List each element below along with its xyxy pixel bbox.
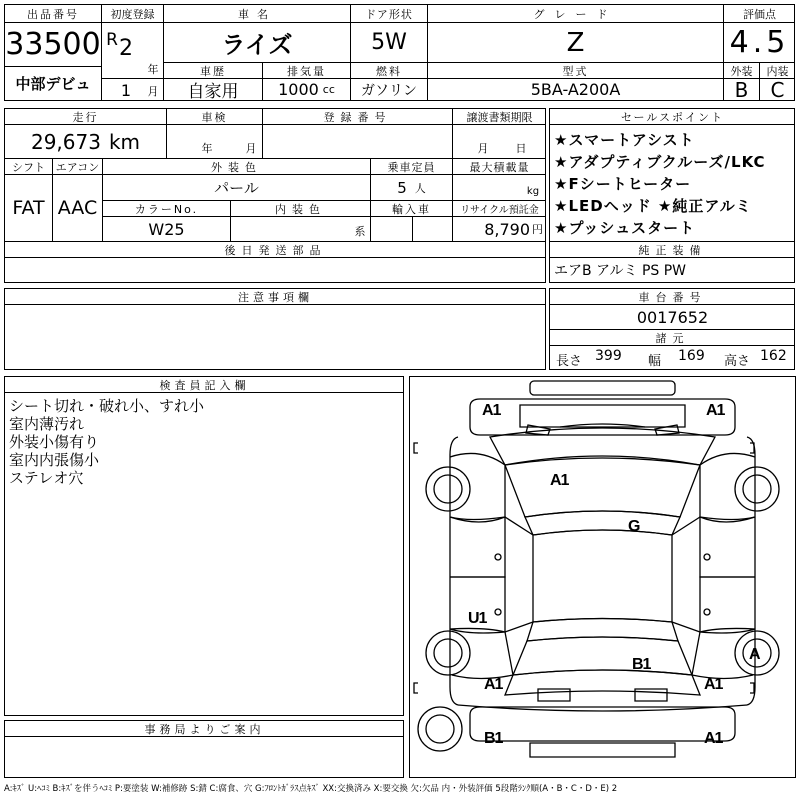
damage-mark: A1 xyxy=(704,730,723,747)
kg-unit: kg xyxy=(526,185,540,197)
door-type-label: ドア形状 xyxy=(365,7,413,21)
car-name-value: ライズ xyxy=(221,31,293,59)
mileage-label: 走行 xyxy=(72,110,99,124)
damage-mark: B1 xyxy=(484,730,503,747)
inspector-label: 検査員記入欄 xyxy=(159,378,250,392)
score-label: 評価点 xyxy=(743,7,776,21)
sales-point: ★Fシートヒーター xyxy=(554,175,692,193)
dimensions-row xyxy=(550,346,795,370)
shift-value: FAT xyxy=(12,197,45,219)
first-reg-label: 初度登録 xyxy=(110,7,155,21)
chassis-no-value: 0017652 xyxy=(636,307,709,327)
inspector-note: シート切れ・破れ小、すれ小 xyxy=(9,397,205,415)
sales-point: ★プッシュスタート xyxy=(554,219,696,237)
fuel-label: 燃料 xyxy=(376,64,402,78)
damage-mark: A xyxy=(749,646,760,663)
sales-points-list xyxy=(550,125,795,241)
damage-mark: G xyxy=(628,518,640,535)
sales-point: ★LEDヘッド ★純正アルミ xyxy=(554,197,752,215)
exterior-grade: B xyxy=(734,79,749,100)
dimensions-label: 諸元 xyxy=(655,331,690,345)
reg-era: R xyxy=(106,30,118,50)
history-value: 自家用 xyxy=(187,82,239,100)
km-unit: km xyxy=(108,129,141,154)
sales-point: ★スマートアシスト xyxy=(554,131,695,149)
series-unit: 系 xyxy=(354,225,366,238)
venue-name: 中部デビュ xyxy=(15,75,91,93)
grade-value: Z xyxy=(566,27,585,58)
recycle-label: リサイクル預託金 xyxy=(460,205,539,216)
reg-month-value: 1 xyxy=(120,80,132,100)
int-color-label: 内装色 xyxy=(275,202,326,216)
displacement-label: 排気量 xyxy=(287,64,326,78)
car-outline-diagram xyxy=(410,377,795,777)
mileage-value: 29,673 km xyxy=(30,129,141,154)
ext-color-value: パール xyxy=(214,179,259,197)
fuel-value: ガソリン xyxy=(361,82,417,99)
month-unit: 月 xyxy=(147,85,159,98)
length-value: 399 xyxy=(595,348,622,364)
height-label: 高さ xyxy=(724,354,751,369)
length-label: 長さ xyxy=(556,354,583,369)
plate-label: 登録番号 xyxy=(323,110,392,124)
later-parts-label: 後日発送部品 xyxy=(224,243,327,257)
notes-label: 注意事項欄 xyxy=(238,290,313,304)
recycle-value: 8,790 円 xyxy=(484,219,543,239)
inspector-note: 外装小傷有り xyxy=(9,433,100,451)
capacity-value: 5 人 xyxy=(397,178,426,197)
reg-year-value: 2 xyxy=(119,36,133,60)
year-unit: 年 xyxy=(147,63,159,76)
ext-color-label: 外装色 xyxy=(211,160,262,174)
shift-label: シフト xyxy=(12,160,45,174)
damage-mark: A1 xyxy=(706,402,725,419)
inspection-month-unit: 月 xyxy=(245,142,257,155)
std-equipment-label: 純正装備 xyxy=(638,243,707,257)
persons-unit: 人 xyxy=(414,181,426,195)
width-value: 169 xyxy=(678,348,705,364)
history-label: 車歴 xyxy=(200,64,226,78)
cc-unit: cc xyxy=(322,83,335,96)
chassis-no-label: 車台番号 xyxy=(638,290,707,304)
std-equipment-value: エアB アルミ PS PW xyxy=(554,263,687,279)
damage-mark: A1 xyxy=(482,402,501,419)
aircon-value: AAC xyxy=(57,197,98,219)
height-value: 162 xyxy=(760,348,787,364)
damage-mark: B1 xyxy=(632,656,651,673)
color-no-value: W25 xyxy=(148,219,185,239)
width-label: 幅 xyxy=(648,354,662,369)
interior-grade: C xyxy=(770,79,785,100)
color-no-label: カラーNo. xyxy=(134,202,199,216)
car-name-label: 車名 xyxy=(238,7,276,21)
inspector-note: 室内薄汚れ xyxy=(9,415,85,433)
transfer-month-unit: 月 xyxy=(477,142,489,155)
damage-mark: A1 xyxy=(484,676,503,693)
legend-text: A:ｷｽﾞ U:ﾍｺﾐ B:ｷｽﾞを伴うﾍｺﾐ P:要塗装 W:補修跡 S:錆 C:腐食、穴 G:ﾌﾛﾝﾄｶﾞﾗｽ点ｷｽﾞ XX:交換済み X:要交換 欠:欠品 内・外装評価 5段階ﾗﾝｸ順(A・B・C・D・E) 2 xyxy=(4,784,618,794)
exterior-label: 外装 xyxy=(730,64,753,78)
capacity-label: 乗車定員 xyxy=(387,160,436,174)
door-type-value: 5W xyxy=(371,30,407,55)
lot-no-value: 33500 xyxy=(5,27,101,62)
inspector-notes-list xyxy=(5,393,403,715)
damage-mark: A1 xyxy=(550,472,569,489)
interior-label: 内装 xyxy=(766,64,789,78)
damage-mark: U1 xyxy=(468,610,487,627)
sales-point: ★アダプティブクルーズ/LKC xyxy=(554,153,766,171)
model-code-value: 5BA-A200A xyxy=(530,80,621,99)
import-label: 輸入車 xyxy=(392,202,431,216)
max-load-label: 最大積載量 xyxy=(469,160,530,174)
aircon-label: エアコン xyxy=(55,160,100,174)
office-label: 事務局よりご案内 xyxy=(144,722,265,736)
yen-unit: 円 xyxy=(532,223,543,236)
transfer-day-unit: 日 xyxy=(515,142,527,155)
grade-label: グレード xyxy=(533,7,618,21)
inspector-note: ステレオ穴 xyxy=(9,469,84,487)
car-diagram xyxy=(409,376,796,778)
model-code-label: 型式 xyxy=(562,64,589,78)
transfer-doc-label: 譲渡書類期限 xyxy=(466,110,533,124)
sales-points-label: セールスポイント xyxy=(620,110,724,124)
displacement-value: 1000 cc xyxy=(278,80,335,99)
inspector-note: 室内内張傷小 xyxy=(9,451,100,469)
inspection-year-unit: 年 xyxy=(201,142,213,155)
lot-no-label: 出品番号 xyxy=(27,7,79,21)
inspection-label: 車検 xyxy=(201,110,228,124)
damage-mark: A1 xyxy=(704,676,723,693)
score-value: 4.5 xyxy=(729,25,790,60)
